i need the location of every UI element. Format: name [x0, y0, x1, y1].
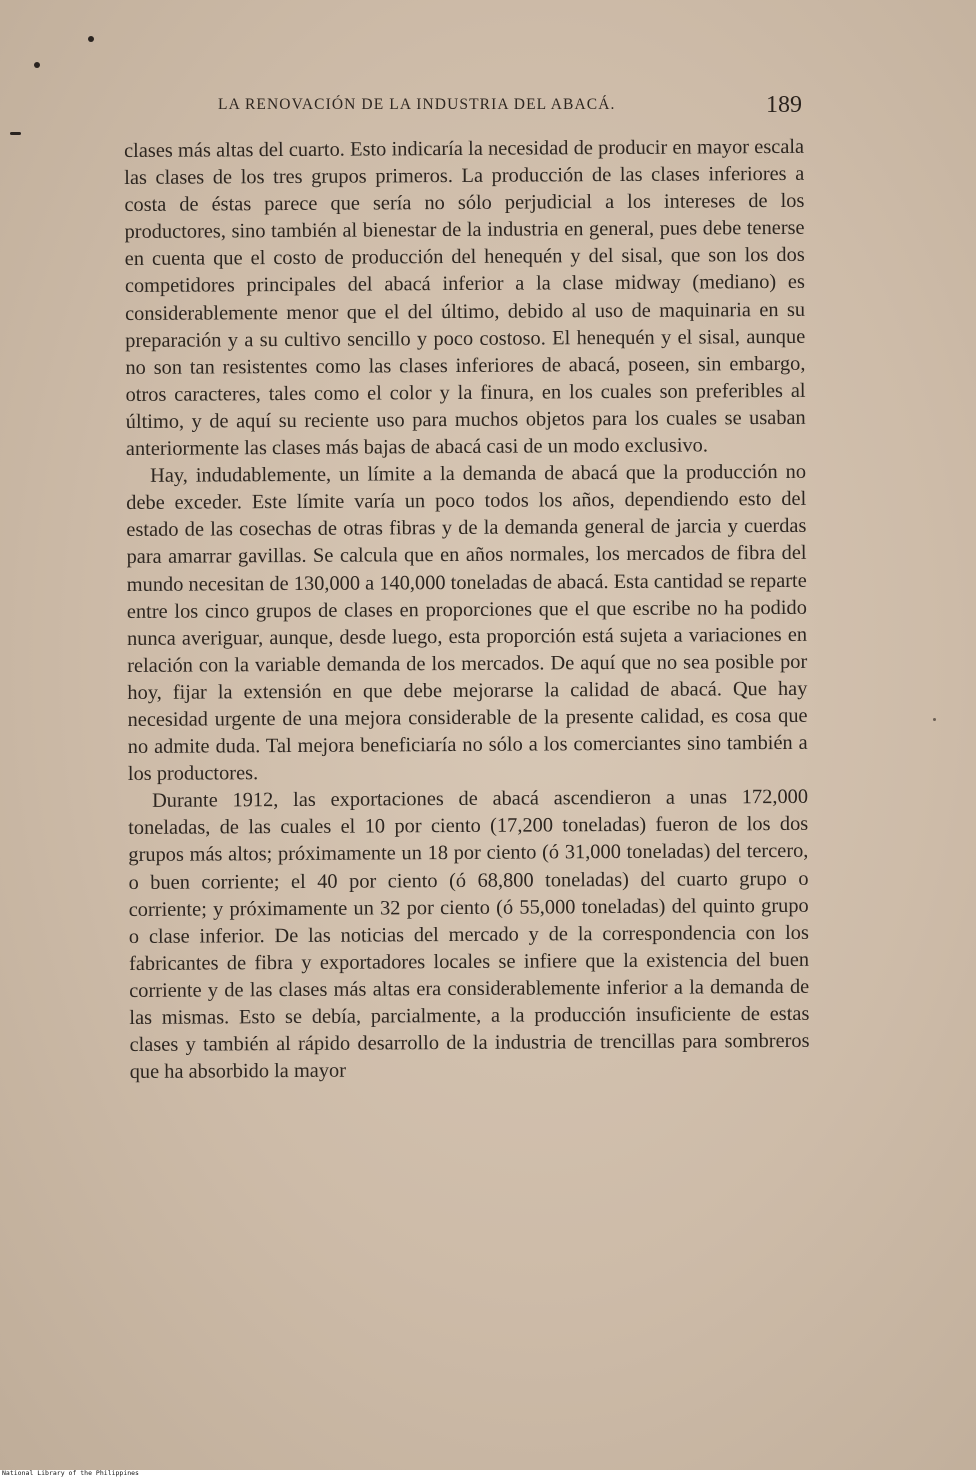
footer-strip — [0, 1470, 976, 1478]
ink-speck — [933, 718, 936, 721]
paragraph-1: clases más altas del cuarto. Esto indicaría la necesidad de producir en mayor escala las clases de los tres grupos primeros. La producción de las clases inferiores a costa de éstas parece que sería no sólo perjudicial a los intereses de los productores, sino también al bienestar de la industria en general, pues debe tenerse en cuenta que el costo de producción del henequén y del sisal, que son los dos competidores principales del abacá inferior a la clase midway (mediano) es considerablemente menor que el del último, debido al uso de maquinaria en su preparación y a su cultivo sencillo y poco costoso. El henequén y el sisal, aunque no son tan resistentes como las clases inferiores de abacá, poseen, sin embargo, otros caracteres, tales como el color y la finura, en los cuales son preferibles al último, y de aquí su reciente uso para muchos objetos para los cuales se usaban anteriormente las clases más bajas de abacá casi de un modo exclusivo. — [124, 135, 806, 461]
page-header — [218, 92, 810, 122]
running-head: LA RENOVACIÓN DE LA INDUSTRIA DEL ABACÁ. — [218, 96, 616, 113]
ink-speck — [10, 132, 21, 135]
ink-speck — [88, 36, 94, 42]
paragraph-3: Durante 1912, las exportaciones de abacá ascendieron a unas 172,000 toneladas, de las cuales el 10 por ciento (17,200 toneladas) fueron de los dos grupos más altos; próximamente un 18 por ciento (ó 31,000 toneladas) del tercero, o buen corriente; el 40 por ciento (ó 68,800 toneladas) del cuarto grupo o corriente; y próximamente un 32 por ciento (ó 55,000 toneladas) del quinto grupo o clase inferior. De las noticias del mercado y de la correspondencia con los fabricantes de fibra y exportadores locales se infiere que la existencia del buen corriente y de las clases más altas era considerablemente inferior a la demanda de las mismas. Esto se debía, parcialmente, a la producción insuficiente de estas clases y también al rápido desarrollo de la industria de trencillas para sombreros que ha absorbido la mayor — [128, 786, 810, 1084]
paragraph-2: Hay, indudablemente, un límite a la demanda de abacá que la producción no debe exceder. Este límite varía un poco todos los años, dependiendo esto del estado de las cosechas de otras fibras y de la demanda general de jarcia y cuerdas para amarrar gavillas. Se calcula que en años normales, los mercados de fibra del mundo necesitan de 130,000 a 140,000 toneladas de abacá. Esta cantidad se reparte entre los cinco grupos de clases en proporciones que el que escribe no ha podido nunca averiguar, aunque, desde luego, esta proporción está sujeta a variaciones en relación con la variable demanda de los mercados. De aquí que no sea posible por hoy, fijar la extensión en que debe mejorarse la calidad de abacá. Que hay necesidad urgente de una mejora considerable de la presente calidad, es cosa que no admite duda. Tal mejora beneficiaría no sólo a los comerciantes sino también a los productores. — [126, 460, 808, 786]
ink-speck — [34, 62, 40, 68]
body-text — [124, 134, 810, 1086]
library-credit: National Library of the Philippines — [2, 1469, 139, 1477]
page-number: 189 — [766, 92, 802, 118]
